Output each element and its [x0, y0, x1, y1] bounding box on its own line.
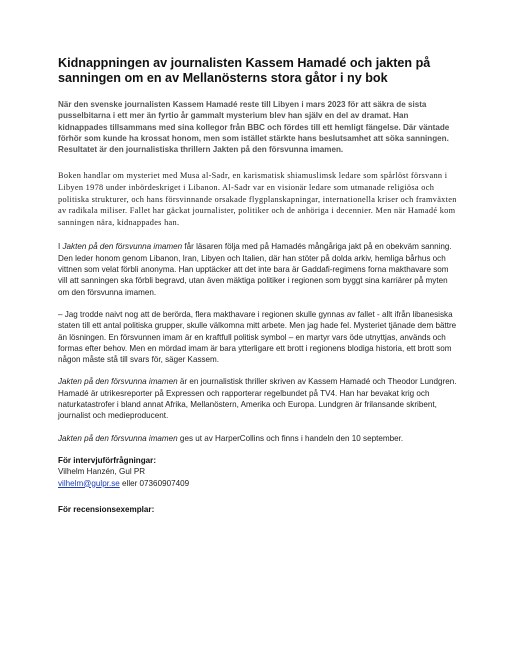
contact-heading: För intervjuförfrågningar: — [58, 455, 157, 465]
paragraph-text: är en journalistisk thriller skriven av Kassem Hamadé och Theodor Lundgren. Hamadé är utrikesreporter på Expressen och rapporterar regelbundet på TV4. Han har bevakat krig och naturkatastrofer i bland annat Afrika, Mellanöstern, Amerika och Europa. Lundgren är frilansande skribent, journalist och medieproducent. — [58, 377, 457, 421]
page-title: Kidnappningen av journalisten Kassem Hamadé och jakten på sanningen om en av Mellanösterns stora gåtor i ny bok — [58, 56, 431, 85]
background-paragraph: Boken handlar om mysteriet med Musa al-Sadr, en karismatisk shiamuslimsk ledare som spårlöst försvann i Libyen 1978 under inbördeskriget i Libanon. Al-Sadr var en visionär ledare som utmanade religiösa och politiska strukturer, och hans försvinnande orsakade flygplanskapningar, internationella kriser och framväxten av radikala miliser. Fallet har gäckat journalister, politiker och de anhöriga i decennier. Men när Hamadé kom sanningen nära, kidnappades han. — [58, 171, 457, 227]
contact-email-link[interactable]: vilhelm@gulpr.se — [58, 478, 120, 488]
book-intro-paragraph — [58, 241, 458, 297]
quote-paragraph: – Jag trodde naivt nog att de berörda, flera makthavare i regionen skulle gynnas av fallet - allt ifrån libanesiska staten till ett antal politiska grupper, skulle välkomna mitt arbete. Men jag hade fel. Mysteriet tjänade dem bättre än lösningen. En försvunnen imam är en kraftfull politisk symbol – en martyr vars öde utnyttjas, används och formas efter behov. Men en mördad imam är bara ytterligare ett brott i regionens blodiga historia, ett brott som någon måste stå till svars för, säger Kassem. — [58, 309, 457, 365]
publication-paragraph — [58, 433, 458, 444]
contact-name: Vilhelm Hanzén, Gul PR — [58, 467, 146, 477]
paragraph-text: ges ut av HarperCollins och finns i handeln den 10 september. — [177, 433, 404, 443]
lead-paragraph: När den svenske journalisten Kassem Hamadé reste till Libyen i mars 2023 för att säkra de sista pusselbitarna i ett mer än fyrtio år gammalt mysterium blev han själv en del av dramat. Han kidnappades tillsammans med sina kollegor från BBC och fördes till ett hemligt fängelse. Där väntade förhör som kunde ha krossat honom, men som istället stärkte hans beslutsamhet att söka sanningen. Resultatet är den journalistiska thrillern Jakten på den försvunna imamen. — [58, 100, 450, 155]
contact-line — [58, 478, 458, 489]
contact-block — [58, 455, 458, 489]
authors-paragraph — [58, 376, 458, 421]
book-title-italic: Jakten på den försvunna imamen — [58, 433, 178, 443]
paragraph-prefix: I — [58, 242, 63, 252]
book-title-italic: Jakten på den försvunna imamen — [62, 242, 183, 252]
contact-phone: eller 07360907409 — [119, 478, 190, 488]
review-copies-heading: För recensionsexemplar: — [58, 504, 155, 514]
book-title-italic: Jakten på den försvunna imamen — [58, 377, 178, 387]
paragraph-text: får läsaren följa med på Hamadés mångåriga jakt på en obekväm sanning. Den leder honom genom Libanon, Iran, Libyen och Italien, där han stöter på dolda arkiv, hemliga bårhus och vittnen som velat förbli anonyma. Han upptäcker att det inte bara är Gaddafi-regimens forna makthavare som vill att sanningen ska förbli begravd, utan även mäktiga politiker i regionen som byggt sina karriärer på myten om den försvunna imamen. — [58, 242, 452, 297]
press-release — [58, 56, 458, 515]
